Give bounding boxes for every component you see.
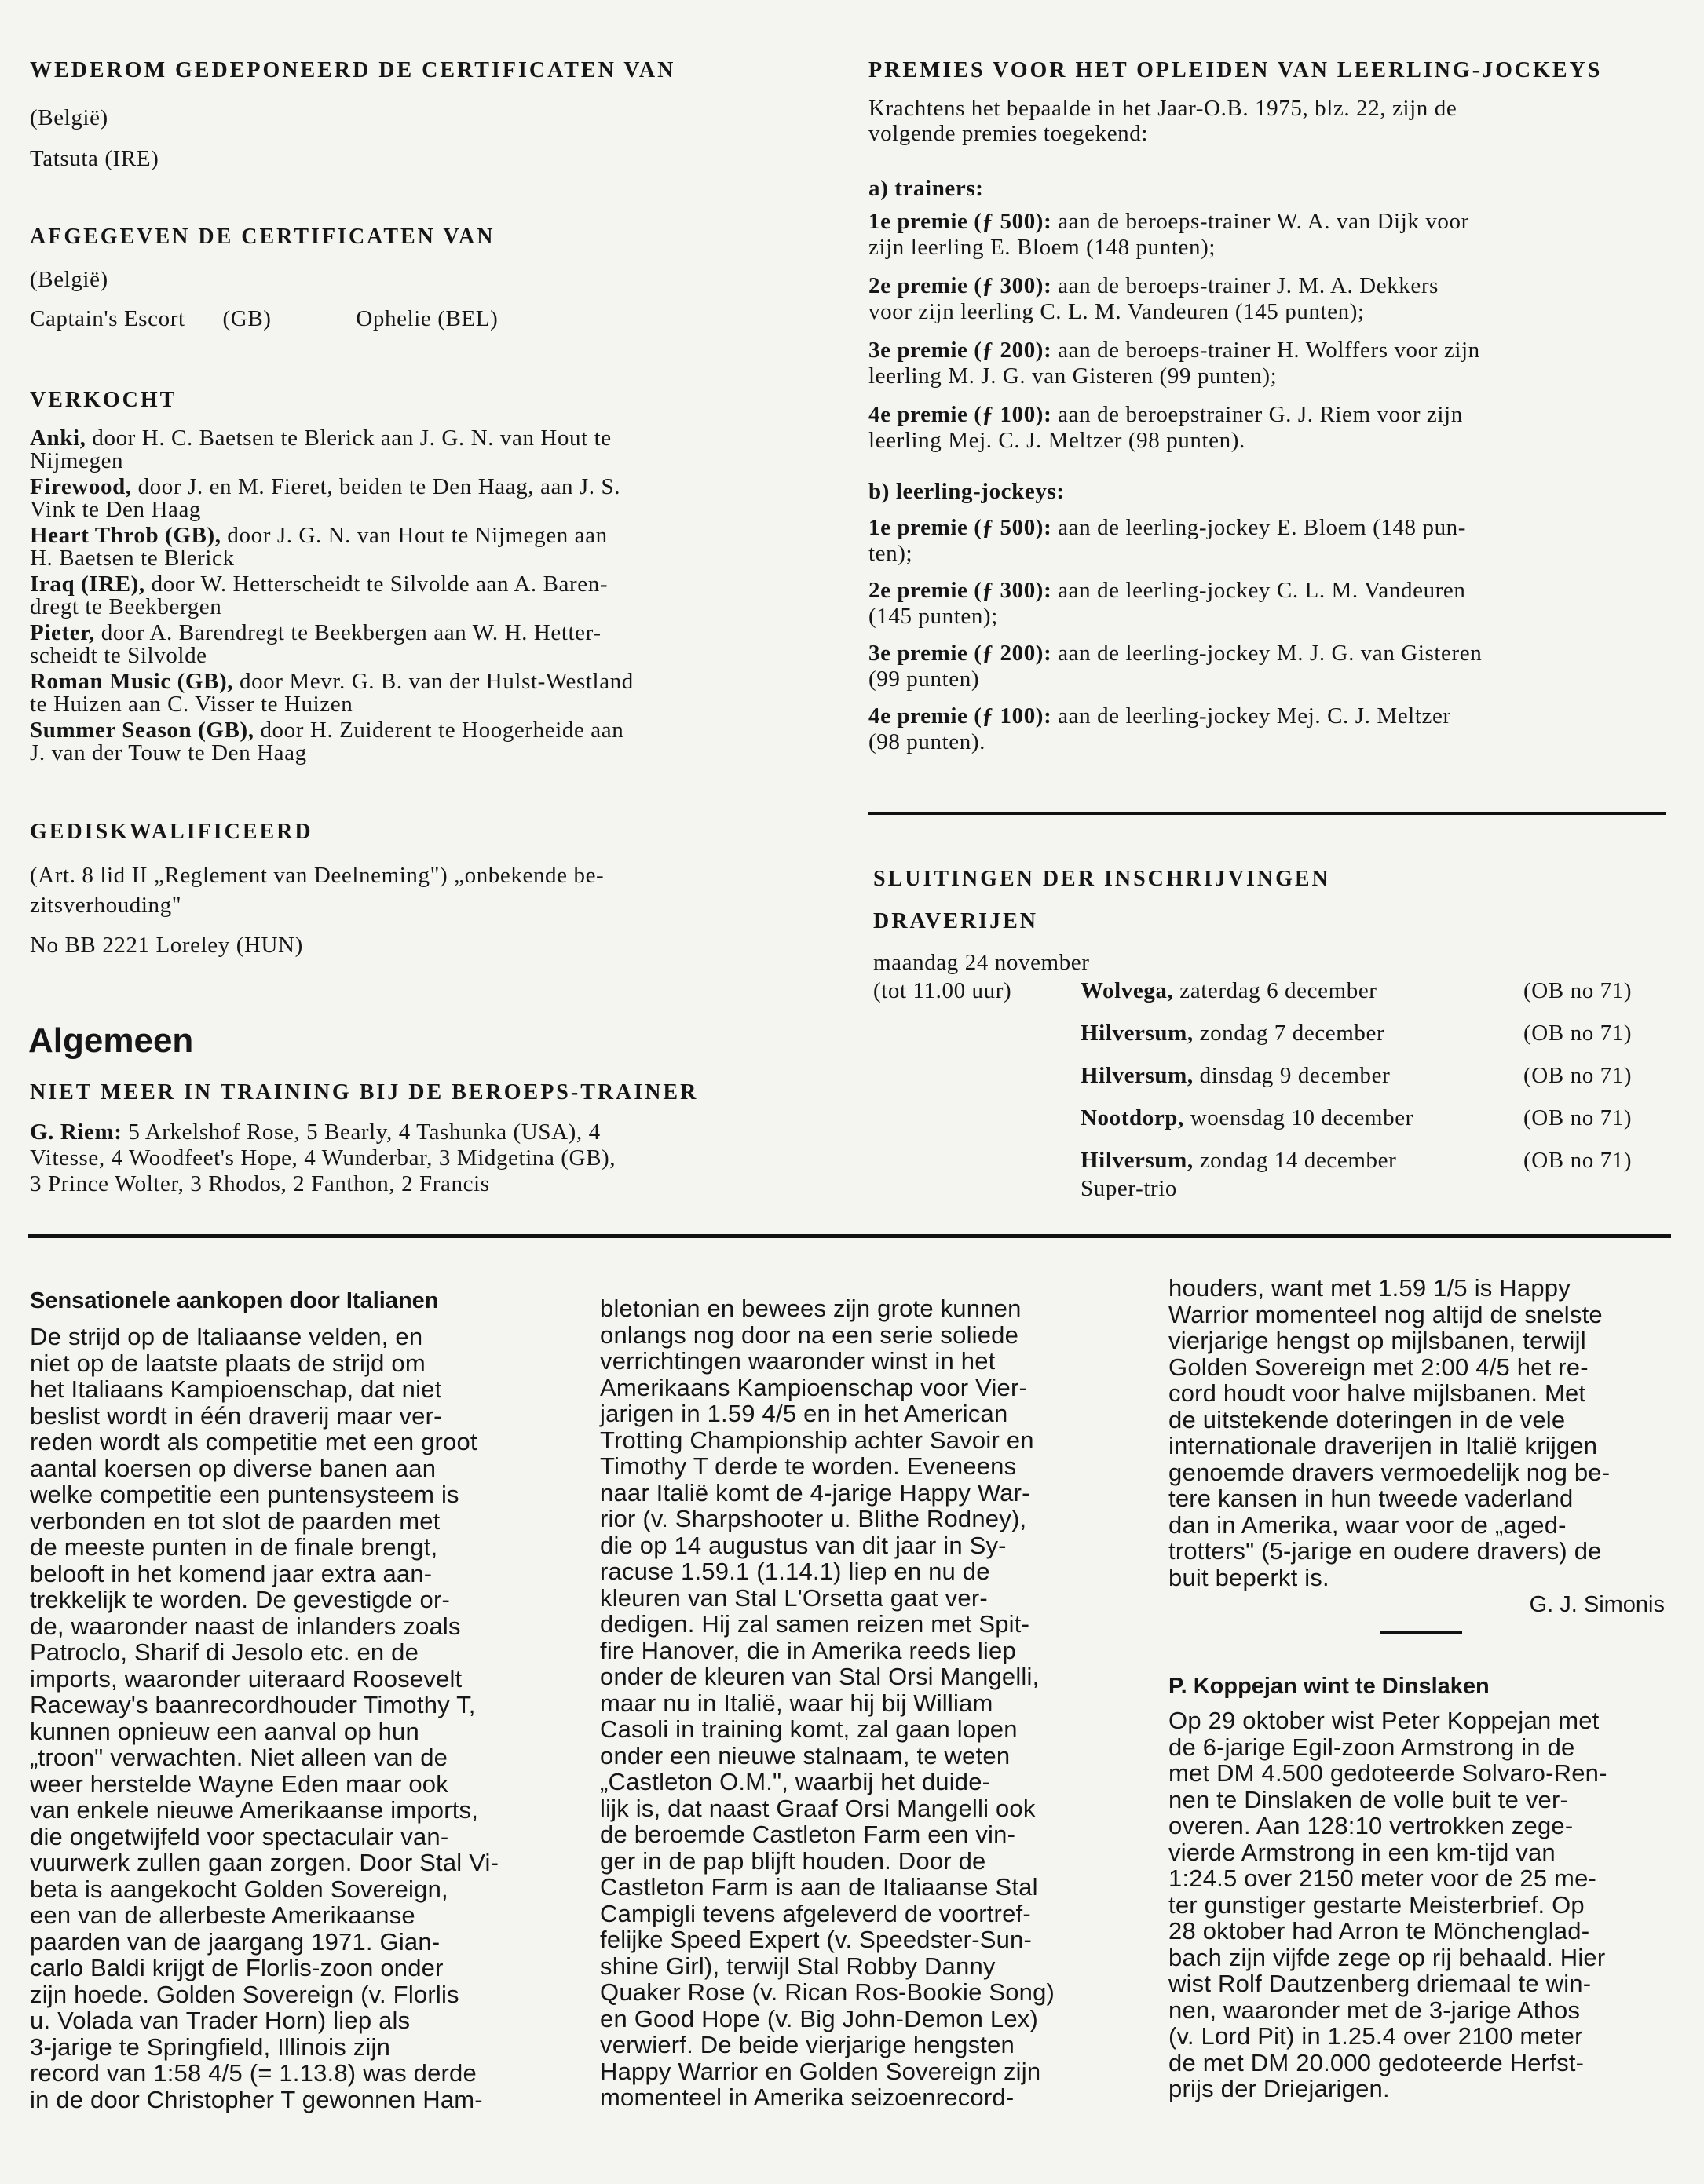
premie-label: 3e premie (ƒ 200): <box>868 641 1052 666</box>
text-line: „Castleton O.M.", waarbij het duide- <box>600 1768 991 1795</box>
article-column-2 <box>600 1295 1118 2111</box>
trainer-name: G. Riem: <box>30 1119 122 1145</box>
text-line: en Good Hope (v. Big John-Demon Lex) <box>600 2004 1039 2032</box>
text-line: zijn hoede. Golden Sovereign (v. Florlis <box>30 1980 459 2008</box>
race-date: zondag 7 december <box>1199 1021 1385 1046</box>
text-line: nen te Dinslaken de volle buit te ver- <box>1168 1785 1569 1813</box>
premie-entry <box>868 402 1463 454</box>
training-line: 3 Prince Wolter, 3 Rhodos, 2 Fanthon, 2 Francis <box>30 1171 490 1196</box>
text-line: verwierf. De beide vierjarige hengsten <box>600 2031 1015 2058</box>
text-line: vierjarige hengst op mijlsbanen, terwijl <box>1168 1327 1586 1354</box>
text-line: Op 29 oktober wist Peter Koppejan met <box>1168 1707 1600 1734</box>
text-line: Campigli tevens afgeleverd de voortref- <box>600 1899 1031 1927</box>
short-divider <box>1380 1631 1462 1634</box>
sale-line: door W. Hetterscheidt te Silvolde aan A. Baren- <box>151 572 609 597</box>
race-entry <box>1081 978 1669 1003</box>
sale-entry <box>30 719 623 765</box>
text-line: de meeste punten in de finale brengt, <box>30 1533 438 1561</box>
text-line: naar Italië komt de 4-jarige Happy War- <box>600 1478 1030 1507</box>
sale-line: door A. Barendregt te Beekbergen aan W. H. Hetter- <box>101 620 602 645</box>
premie-label: 2e premie (ƒ 300): <box>868 273 1052 298</box>
text-line: Warrior momenteel nog altijd de snelste <box>1168 1300 1603 1328</box>
text-line: een van de allerbeste Amerikaanse <box>30 1901 415 1929</box>
heading-wederom: WEDEROM GEDEPONEERD DE CERTIFICATEN VAN <box>30 58 676 82</box>
text-line: vuurwerk zullen gaan zorgen. Door Stal Vi- <box>30 1849 499 1876</box>
text-line: onlangs nog door na een serie soliede <box>600 1320 1019 1349</box>
premie-line: voor zijn leerling C. L. M. Vandeuren (145 punten); <box>868 299 1365 324</box>
disqualified-horse: No BB 2221 Loreley (HUN) <box>30 933 303 958</box>
article-column-1 <box>30 1287 536 2113</box>
heading-draverijen: DRAVERIJEN <box>873 909 1038 933</box>
text-line: Amerikaans Kampioenschap voor Vier- <box>600 1373 1028 1401</box>
premie-line: aan de beroeps-trainer H. Wolffers voor zijn <box>1058 338 1480 363</box>
sale-entry <box>30 427 612 473</box>
sale-entry <box>30 476 620 521</box>
text-line: het Italiaans Kampioenschap, dat niet <box>30 1375 442 1403</box>
text-line: felijke Speed Expert (v. Speedster-Sun- <box>600 1926 1032 1953</box>
text-line: overen. Aan 128:10 vertrokken zege- <box>1168 1812 1574 1839</box>
text-line: Casoli in training komt, zal gaan lopen <box>600 1715 1018 1743</box>
text-line: belooft in het komend jaar extra aan- <box>30 1559 433 1587</box>
training-line: 5 Arkelshof Rose, 5 Bearly, 4 Tashunka (USA), 4 <box>128 1119 601 1145</box>
premie-line: zijn leerling E. Bloem (148 punten); <box>868 235 1216 260</box>
premie-line: leerling M. J. G. van Gisteren (99 punten); <box>868 363 1278 389</box>
article-body <box>30 1324 536 2113</box>
text-line: de 6-jarige Egil-zoon Armstrong in de <box>1168 1733 1575 1761</box>
premies-intro <box>868 96 1457 146</box>
text-line: internationale draverijen in Italië krijgen <box>1168 1432 1598 1459</box>
text-line: 28 oktober had Arron te Mönchenglad- <box>1168 1917 1590 1945</box>
text-line: verbonden en tot slot de paarden met <box>30 1507 441 1535</box>
text-line: houders, want met 1.59 1/5 is Happy <box>1168 1274 1571 1302</box>
premie-line: aan de beroeps-trainer W. A. van Dijk voor <box>1058 209 1469 234</box>
sale-line: J. van der Touw te Den Haag <box>30 740 307 765</box>
text-line: 1:24.5 over 2150 meter voor de 25 me- <box>1168 1864 1597 1892</box>
sale-line: dregt te Beekbergen <box>30 594 222 619</box>
disqualification-text <box>30 860 604 920</box>
sale-line: door H. Zuiderent te Hoogerheide aan <box>260 718 624 743</box>
premie-line: aan de beroepstrainer G. J. Riem voor zijn <box>1058 402 1463 427</box>
country-label: (België) <box>30 267 108 292</box>
race-date: zondag 14 december <box>1199 1148 1397 1173</box>
premie-line: ten); <box>868 541 913 566</box>
race-place: Hilversum, <box>1081 1148 1194 1173</box>
text-line: carlo Baldi krijgt de Florlis-zoon onder <box>30 1954 444 1981</box>
text-line: kleuren van Stal L'Orsetta gaat ver- <box>600 1583 988 1612</box>
sale-line: door Mevr. G. B. van der Hulst-Westland <box>239 669 634 694</box>
sale-horse: Roman Music (GB), <box>30 669 234 694</box>
text-line: De strijd op de Italiaanse velden, en <box>30 1323 423 1350</box>
text-line: rior (v. Sharpshooter u. Blithe Rodney), <box>600 1505 1027 1532</box>
heading-gediskwalificeerd: GEDISKWALIFICEERD <box>30 820 313 844</box>
text-line: onder de kleuren van Stal Orsi Mangelli, <box>600 1663 1040 1690</box>
race-date: dinsdag 9 december <box>1199 1063 1391 1088</box>
text-line: de beroemde Castleton Farm een vin- <box>600 1821 1016 1848</box>
horse-name: Ophelie (BEL) <box>356 306 499 331</box>
premie-line: (98 punten). <box>868 729 985 754</box>
premie-entry <box>868 515 1466 567</box>
text-line: beslist wordt in één draverij maar ver- <box>30 1401 442 1430</box>
sale-horse: Firewood, <box>30 474 132 499</box>
text-line: aantal koersen op diverse banen aan <box>30 1454 437 1482</box>
race-entry <box>1081 1105 1669 1130</box>
premie-label: 4e premie (ƒ 100): <box>868 703 1052 729</box>
sale-line: te Huizen aan C. Visser te Huizen <box>30 692 353 717</box>
text-line: nen, waaronder met de 3-jarige Athos <box>1168 1996 1581 2024</box>
sale-line: scheidt te Silvolde <box>30 643 207 668</box>
text-line: 3-jarige te Springfield, Illinois zijn <box>30 2032 391 2061</box>
heading-niet-meer-in-training: NIET MEER IN TRAINING BIJ DE BEROEPS-TRAINER <box>30 1080 699 1105</box>
race-ob: (OB no 71) <box>1523 978 1633 1003</box>
text-line: record van 1:58 4/5 (= 1.13.8) was derde <box>30 2059 477 2087</box>
sale-entry <box>30 670 634 716</box>
text-line: ter gunstiger gestarte Meisterbrief. Op <box>1168 1890 1585 1919</box>
horse-entry <box>30 306 498 331</box>
text-line: de met DM 20.000 gedoteerde Herfst- <box>1168 2048 1585 2076</box>
country-label: (België) <box>30 105 108 130</box>
training-line: Vitesse, 4 Woodfeet's Hope, 4 Wunderbar, 3 Midgetina (GB), <box>30 1145 616 1171</box>
disqualification-line: zitsverhouding" <box>30 893 182 918</box>
premie-label: 2e premie (ƒ 300): <box>868 578 1052 603</box>
premie-line: aan de leerling-jockey C. L. M. Vandeuren <box>1058 578 1466 603</box>
text-line: racuse 1.59.1 (1.14.1) liep en nu de <box>600 1558 990 1585</box>
disqualification-line: (Art. 8 lid II „Reglement van Deelneming") „onbekende be- <box>30 863 605 888</box>
sale-horse: Heart Throb (GB), <box>30 523 221 548</box>
intro-line: volgende premies toegekend: <box>868 121 1149 146</box>
page-divider <box>28 1234 1671 1238</box>
text-line: de, waaronder naast de inlanders zoals <box>30 1612 461 1640</box>
text-line: momenteel in Amerika seizoenrecord- <box>600 2084 1015 2111</box>
heading-afgegeven: AFGEGEVEN DE CERTIFICATEN VAN <box>30 225 495 249</box>
premie-line: aan de beroeps-trainer J. M. A. Dekkers <box>1058 273 1439 298</box>
premie-line: (99 punten) <box>868 667 980 692</box>
text-line: trotters" (5-jarige en oudere dravers) de <box>1168 1537 1602 1565</box>
text-line: weer herstelde Wayne Eden maar ook <box>30 1769 448 1798</box>
article-column-3 <box>1168 1275 1671 2102</box>
premie-line: (145 punten); <box>868 604 998 629</box>
text-line: die op 14 augustus van dit jaar in Sy- <box>600 1531 1007 1559</box>
article-body <box>1168 1275 1671 1591</box>
sale-line: door H. C. Baetsen te Blerick aan J. G. N. van Hout te <box>92 425 612 451</box>
heading-verkocht: VERKOCHT <box>30 388 177 412</box>
text-line: buit beperkt is. <box>1168 1563 1329 1591</box>
premie-label: 1e premie (ƒ 500): <box>868 515 1052 540</box>
text-line: Golden Sovereign met 2:00 4/5 het re- <box>1168 1353 1589 1381</box>
text-line: verrichtingen waaronder winst in het <box>600 1347 996 1375</box>
text-line: bach zijn vijfde zege op rij behaald. Hier <box>1168 1943 1606 1971</box>
text-line: met DM 4.500 gedoteerde Solvaro-Ren- <box>1168 1759 1607 1787</box>
article-title: P. Koppejan wint te Dinslaken <box>1168 1674 1490 1699</box>
heading-sluitingen: SLUITINGEN DER INSCHRIJVINGEN <box>873 867 1330 891</box>
text-line: maar nu in Italië, waar hij bij William <box>600 1689 993 1717</box>
sale-horse: Summer Season (GB), <box>30 718 254 743</box>
premie-entry <box>868 273 1439 325</box>
text-line: beta is aangekocht Golden Sovereign, <box>30 1875 448 1903</box>
premie-entry <box>868 209 1469 261</box>
premie-entry <box>868 641 1482 692</box>
text-line: ger in de pap blijft houden. Door de <box>600 1846 986 1875</box>
text-line: Happy Warrior en Golden Sovereign zijn <box>600 2057 1041 2085</box>
race-ob: (OB no 71) <box>1523 1148 1633 1173</box>
sale-entry <box>30 573 608 619</box>
text-line: die ongetwijfeld voor spectaculair van- <box>30 1822 449 1850</box>
text-line: vierde Armstrong in een km-tijd van <box>1168 1838 1556 1866</box>
text-line: Castleton Farm is aan de Italiaanse Stal <box>600 1873 1038 1901</box>
text-line: cord houdt voor halve mijlsbanen. Met <box>1168 1379 1586 1407</box>
premie-entry <box>868 338 1480 389</box>
article-body <box>600 1295 1118 2111</box>
text-line: paarden van de jaargang 1971. Gian- <box>30 1927 441 1956</box>
text-line: lijk is, dat naast Graaf Orsi Mangelli ook <box>600 1794 1036 1822</box>
heading-premies: PREMIES VOOR HET OPLEIDEN VAN LEERLING-JOCKEYS <box>868 58 1603 82</box>
text-line: (v. Lord Pit) in 1.25.4 over 2100 meter <box>1168 2022 1583 2050</box>
premie-entry <box>868 703 1451 755</box>
race-date: zaterdag 6 december <box>1179 978 1377 1003</box>
text-line: in de door Christopher T gewonnen Ham- <box>30 2085 483 2113</box>
text-line: tere kansen in hun tweede vaderland <box>1168 1485 1574 1512</box>
text-line: niet op de laatste plaats de strijd om <box>30 1349 426 1377</box>
text-line: Raceway's baanrecordhouder Timothy T, <box>30 1691 476 1718</box>
race-entry <box>1081 1063 1669 1088</box>
text-line: trekkelijk te worden. De gevestigde or- <box>30 1586 451 1613</box>
premie-line: leerling Mej. C. J. Meltzer (98 punten). <box>868 428 1245 453</box>
race-date: woensdag 10 december <box>1190 1105 1413 1130</box>
horse-name: Captain's Escort <box>30 306 185 331</box>
race-place: Hilversum, <box>1081 1021 1194 1046</box>
race-note: Super-trio <box>1081 1176 1178 1201</box>
text-line: fire Hanover, die in Amerika reeds liep <box>600 1636 1016 1664</box>
article-body <box>1168 1707 1671 2102</box>
text-line: Timothy T derde te worden. Eveneens <box>600 1452 1017 1480</box>
article-signature: G. J. Simonis <box>1529 1592 1665 1617</box>
text-line: Patroclo, Sharif di Jesolo etc. en de <box>30 1638 419 1666</box>
premie-entry <box>868 578 1466 630</box>
text-line: dan in Amerika, waar voor de „aged- <box>1168 1510 1567 1539</box>
premie-line: aan de leerling-jockey E. Bloem (148 pun- <box>1058 515 1467 540</box>
article-title: Sensationele aankopen door Italianen <box>30 1288 439 1313</box>
sale-line: door J. G. N. van Hout te Nijmegen aan <box>227 523 608 548</box>
text-line: de uitstekende doteringen in de vele <box>1168 1405 1566 1433</box>
sale-horse: Anki, <box>30 425 86 451</box>
race-ob: (OB no 71) <box>1523 1063 1633 1088</box>
text-line: welke competitie een puntensysteem is <box>30 1481 459 1508</box>
text-line: prijs der Driejarigen. <box>1168 2075 1390 2102</box>
text-line: imports, waaronder uiteraard Roosevelt <box>30 1664 463 1693</box>
text-line: Trotting Championship achter Savoir en <box>600 1426 1034 1454</box>
horse-origin: (GB) <box>222 306 272 331</box>
text-line: dedigen. Hij zal samen reizen met Spit- <box>600 1610 1030 1638</box>
section-divider <box>868 812 1666 815</box>
sale-entry <box>30 622 602 667</box>
sale-horse: Pieter, <box>30 620 95 645</box>
sale-line: door J. en M. Fieret, beiden te Den Haag, aan J. S. <box>137 474 621 499</box>
race-place: Hilversum, <box>1081 1063 1194 1088</box>
jockeys-label: b) leerling-jockeys: <box>868 479 1065 504</box>
intro-line: Krachtens het bepaalde in het Jaar-O.B. 1975, blz. 22, zijn de <box>868 96 1457 121</box>
sale-line: H. Baetsen te Blerick <box>30 546 235 571</box>
premie-label: 3e premie (ƒ 200): <box>868 338 1052 363</box>
race-entry <box>1081 1148 1669 1173</box>
race-place: Nootdorp, <box>1081 1105 1184 1130</box>
text-line: van enkele nieuwe Amerikaanse imports, <box>30 1796 479 1824</box>
horse-entry: Tatsuta (IRE) <box>30 146 159 171</box>
sale-horse: Iraq (IRE), <box>30 572 145 597</box>
text-line: onder een nieuwe stalnaam, te weten <box>600 1741 1011 1769</box>
text-line: Quaker Rose (v. Rican Ros-Bookie Song) <box>600 1978 1055 2006</box>
race-ob: (OB no 71) <box>1523 1105 1633 1130</box>
sale-line: Nijmegen <box>30 448 124 473</box>
text-line: jarigen in 1.59 4/5 en in het American <box>600 1400 1008 1427</box>
deadline-date: maandag 24 november <box>873 950 1090 975</box>
text-line: kunnen opnieuw een aanval op hun <box>30 1717 419 1745</box>
race-entry <box>1081 1021 1669 1046</box>
premie-label: 1e premie (ƒ 500): <box>868 209 1052 234</box>
text-line: reden wordt als competitie met een groot <box>30 1428 477 1455</box>
text-line: genoemde dravers vermoedelijk nog be- <box>1168 1458 1611 1486</box>
text-line: wist Rolf Dautzenberg driemaal te win- <box>1168 1970 1592 1997</box>
section-title-algemeen: Algemeen <box>28 1021 194 1060</box>
race-place: Wolvega, <box>1081 978 1174 1003</box>
race-ob: (OB no 71) <box>1523 1021 1633 1046</box>
text-line: u. Volada van Trader Horn) liep als <box>30 2007 411 2034</box>
deadline-time: (tot 11.00 uur) <box>873 978 1012 1003</box>
text-line: bletonian en bewees zijn grote kunnen <box>600 1295 1022 1322</box>
text-line: „troon" verwachten. Niet alleen van de <box>30 1744 448 1771</box>
sale-line: Vink te Den Haag <box>30 497 202 522</box>
premie-label: 4e premie (ƒ 100): <box>868 402 1052 427</box>
text-line: shine Girl), terwijl Stal Robby Danny <box>600 1952 996 1980</box>
training-list <box>30 1119 616 1197</box>
trainers-label: a) trainers: <box>868 176 984 201</box>
sale-entry <box>30 524 608 570</box>
premie-line: aan de leerling-jockey Mej. C. J. Meltzer <box>1058 703 1451 729</box>
premie-line: aan de leerling-jockey M. J. G. van Gisteren <box>1058 641 1483 666</box>
